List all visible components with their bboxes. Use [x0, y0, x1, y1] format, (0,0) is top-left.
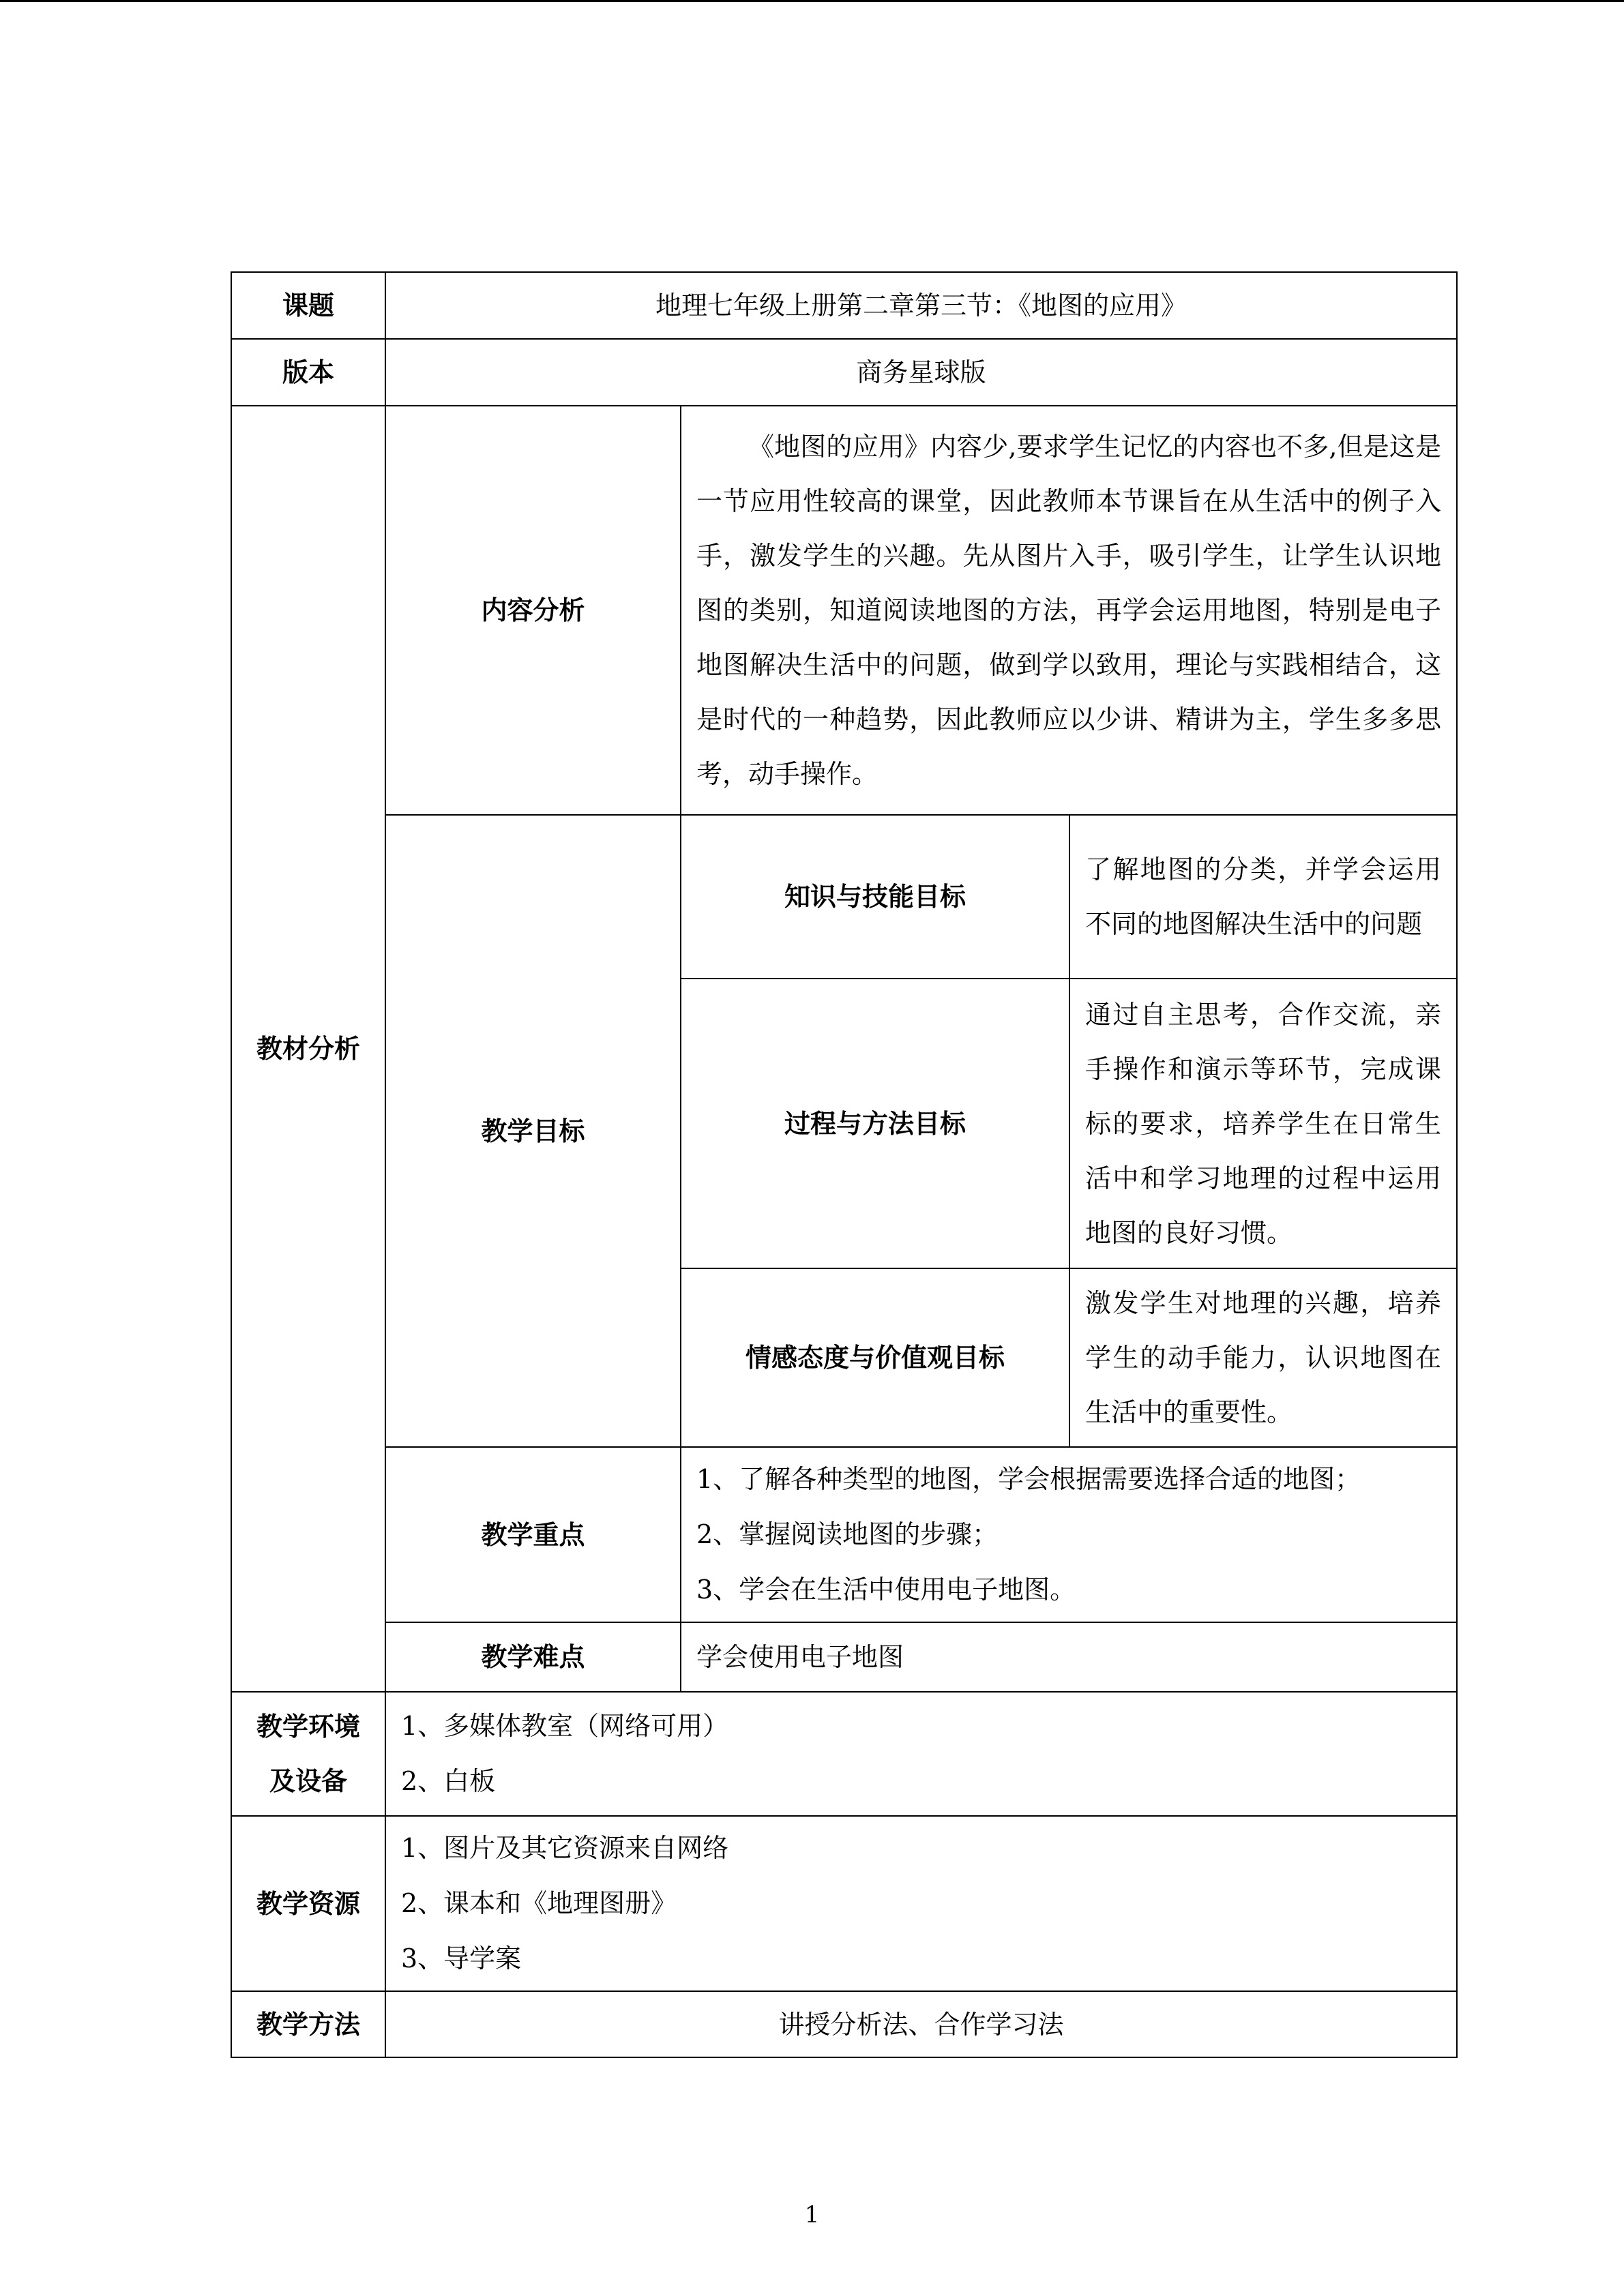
key-points-list [681, 1447, 1457, 1622]
resource-item: 3、导学案 [401, 1943, 522, 1973]
difficulties-text: 学会使用电子地图 [681, 1622, 1457, 1692]
resources-label: 教学资源 [231, 1816, 385, 1991]
teaching-goals-label: 教学目标 [385, 815, 681, 1447]
environment-label-line: 及设备 [269, 1766, 347, 1796]
lesson-plan-table [231, 271, 1458, 2058]
row-key-points [231, 1447, 1457, 1622]
key-point-item: 2、掌握阅读地图的步骤； [696, 1519, 999, 1549]
resource-item: 2、课本和《地理图册》 [401, 1888, 677, 1918]
key-point-item: 1、了解各种类型的地图，学会根据需要选择合适的地图； [696, 1464, 1361, 1494]
key-point-item: 3、学会在生活中使用电子地图。 [696, 1575, 1076, 1605]
edition-label: 版本 [231, 339, 385, 406]
environment-item: 1、多媒体教室（网络可用） [401, 1711, 729, 1741]
difficulties-label: 教学难点 [385, 1622, 681, 1692]
row-environment [231, 1692, 1457, 1816]
environment-item: 2、白板 [401, 1766, 496, 1796]
key-points-label: 教学重点 [385, 1447, 681, 1622]
environment-label [231, 1692, 385, 1816]
row-methods [231, 1991, 1457, 2057]
page-top-border [0, 0, 1624, 2]
edition-value: 商务星球版 [385, 339, 1457, 406]
row-resources [231, 1816, 1457, 1991]
environment-list [385, 1692, 1457, 1816]
material-analysis-label: 教材分析 [231, 406, 385, 1692]
goal-process-text: 通过自主思考，合作交流，亲手操作和演示等环节，完成课标的要求，培养学生在日常生活中和学习地理的过程中运用地图的良好习惯。 [1069, 979, 1457, 1268]
page-number: 1 [804, 2201, 820, 2228]
methods-label: 教学方法 [231, 1991, 385, 2057]
goal-process-label: 过程与方法目标 [681, 979, 1069, 1268]
content-analysis-label: 内容分析 [385, 406, 681, 815]
resources-list [385, 1816, 1457, 1991]
goal-emotion-text: 激发学生对地理的兴趣，培养学生的动手能力，认识地图在生活中的重要性。 [1069, 1268, 1457, 1447]
topic-label: 课题 [231, 272, 385, 339]
row-content-analysis [231, 406, 1457, 815]
methods-value: 讲授分析法、合作学习法 [385, 1991, 1457, 2057]
resource-item: 1、图片及其它资源来自网络 [401, 1833, 729, 1863]
row-edition [231, 339, 1457, 406]
goal-emotion-label: 情感态度与价值观目标 [681, 1268, 1069, 1447]
goal-knowledge-text: 了解地图的分类，并学会运用不同的地图解决生活中的问题 [1069, 815, 1457, 979]
topic-value: 地理七年级上册第二章第三节：《地图的应用》 [385, 272, 1457, 339]
row-topic [231, 272, 1457, 339]
row-goal-knowledge [231, 815, 1457, 979]
environment-label-line: 教学环境 [256, 1712, 360, 1742]
goal-knowledge-label: 知识与技能目标 [681, 815, 1069, 979]
content-analysis-text: 《地图的应用》内容少,要求学生记忆的内容也不多,但是这是一节应用性较高的课堂，因此教师本节课旨在从生活中的例子入手，激发学生的兴趣。先从图片入手，吸引学生，让学生认识地图的类别，知道阅读地图的方法，再学会运用地图，特别是电子地图解决生活中的问题，做到学以致用，理论与实践相结合，这是时代的一种趋势，因此教师应以少讲、精讲为主，学生多多思考，动手操作。 [681, 406, 1457, 815]
row-difficulties [231, 1622, 1457, 1692]
